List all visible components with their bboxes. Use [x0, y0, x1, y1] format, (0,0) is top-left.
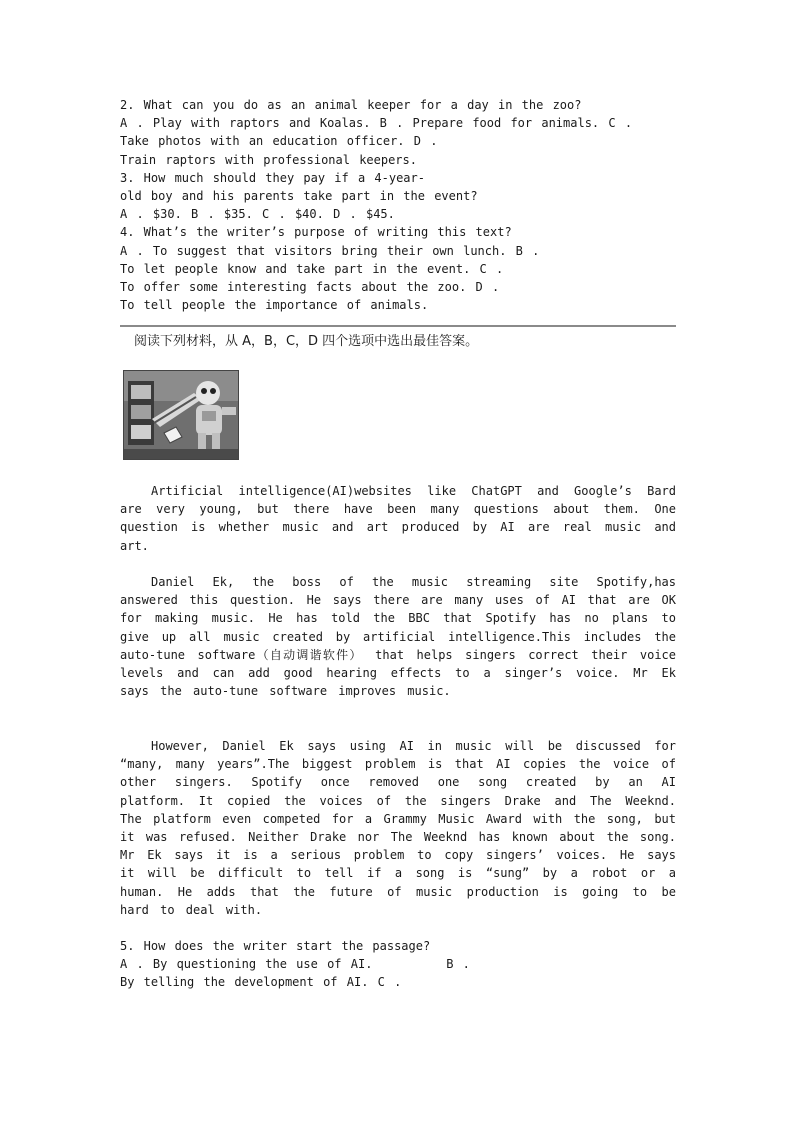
passage-paragraph-1 [120, 482, 676, 555]
text-line: A . To suggest that visitors bring their own lunch. B . [120, 243, 540, 258]
paragraph-text: Artificial intelligence(AI)websites like ChatGPT and Google’s Bard are very young, but there have been many questions about them. One question is whether music and art produced by AI are real music and art. [120, 484, 676, 553]
paragraph-text: However, Daniel Ek says using AI in music will be discussed for “many, many years”.The biggest problem is that AI copies the voice of other singers. Spotify once removed one song created by an AI platform. It copied the voices of the singers Drake and The Weeknd. The platform even competed for a Grammy Music Award with the song, but it was refused. Neither Drake nor The Weeknd has known about the song. Mr Ek says it is a serious problem to copy singers’ voices. He says it will be difficult to tell if a song is “sung” by a robot or a human. He adds that the future of music production is going to be hard to deal with. [120, 739, 676, 917]
text-line: To offer some interesting facts about the zoo. D . [120, 280, 500, 295]
text-line: old boy and his parents take part in the event? [120, 189, 478, 204]
text-line: Train raptors with professional keepers. [120, 152, 417, 167]
section-divider [120, 325, 676, 327]
robot-photo [123, 370, 239, 460]
text-line: Take photos with an education officer. D . [120, 134, 438, 149]
passage-paragraph-3 [120, 737, 676, 919]
text-line: 3. How much should they pay if a 4-year- [120, 170, 425, 185]
question-5 [120, 937, 676, 992]
text-line: To tell people the importance of animals. [120, 298, 429, 313]
passage-paragraph-2 [120, 573, 676, 700]
section-instruction: 阅读下列材料，从 A，B，C，D 四个选项中选出最佳答案。 [134, 334, 479, 349]
text-line: 4. What’s the writer’s purpose of writing this text? [120, 225, 512, 240]
text-line: To let people know and take part in the event. C . [120, 261, 504, 276]
text-line: A . By questioning the use of AI. B . [120, 957, 470, 972]
text-line: 2. What can you do as an animal keeper for a day in the zoo? [120, 98, 582, 112]
paragraph-text: Daniel Ek, the boss of the music streaming site Spotify,has answered this question. He says there are many uses of AI that are OK for making music. He has told the BBC that Spotify has no plans to give up all music created by artificial intelligence.This includes the auto-tune software（自动调谐软件） that helps singers correct their voice levels and can add good hearing effects to a singer’s voice. Mr Ek says the auto-tune software improves music. [120, 575, 676, 699]
text-line: 5. How does the writer start the passage? [120, 939, 431, 953]
text-line: A . $30. B . $35. C . $40. D . $45. [120, 207, 395, 222]
questions-2-4 [120, 96, 676, 314]
text-line: By telling the development of AI. C . [120, 975, 402, 990]
text-line: A . Play with raptors and Koalas. B . Prepare food for animals. C . [120, 116, 633, 131]
